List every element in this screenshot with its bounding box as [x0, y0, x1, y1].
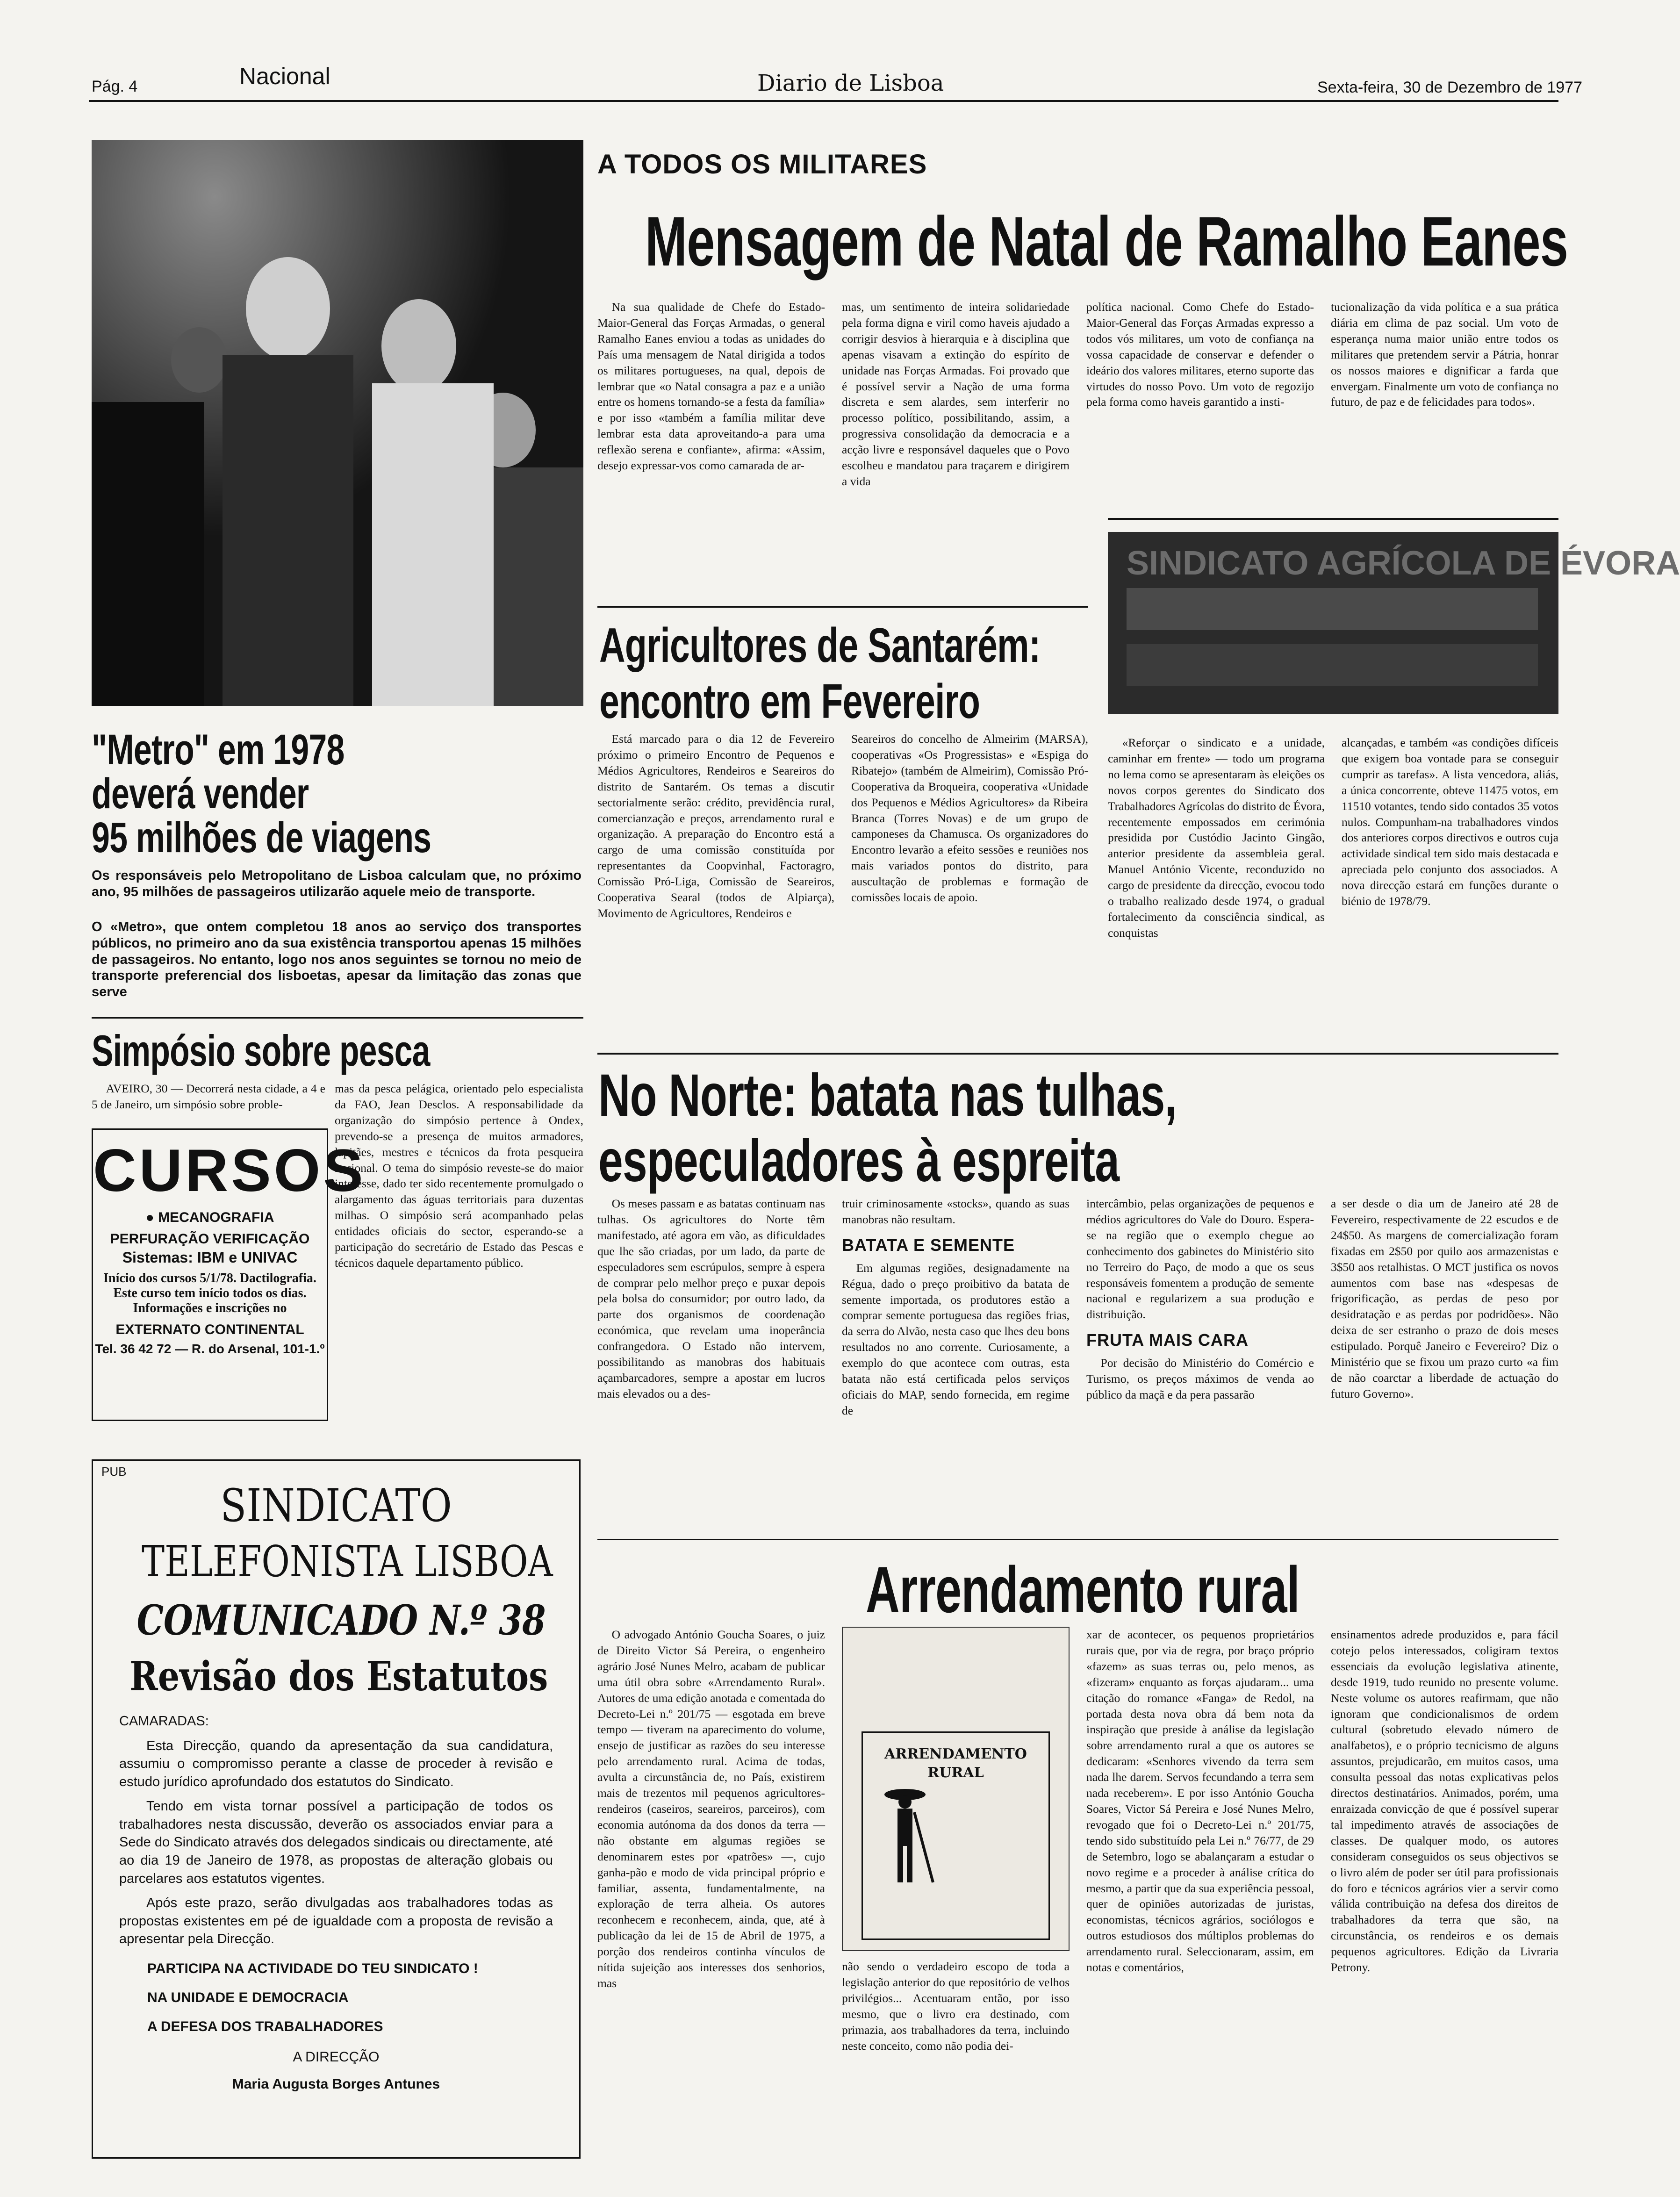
militares-text-4: tucionalização da vida política e a sua prática diária em clima de paz social. Um voto de esperança numa maior união entre todos os militares que pretendem servir a Pátria, honrar os nossos maiores e dignificar a farda que envergam. Finalmente um voto de confiança no futuro, de paz e de felicidades para todos».	[1331, 300, 1558, 409]
batata-col-2	[842, 1196, 1070, 1528]
evora-top-rule	[1108, 518, 1558, 520]
arrendamento-headline: Arrendamento rural	[866, 1553, 1300, 1626]
arrendamento-col-1	[597, 1627, 825, 2164]
militares-col-1	[597, 299, 825, 587]
sindicato-salutation: CAMARADAS:	[119, 1714, 209, 1729]
arrendamento-text-4: ensinamentos adrede produzidos e, para fácil cotejo pelos interessados, coligiram textos essenciais da evolução legislativa atinente, desde 1919, tudo reunido no presente volume. Neste volume os autores reafirmam, que não ignoram que condicionalismos de ordem cultural (sobretudo elevado número de analfabetos), e o próprio tecnicismo de alguns assuntos, prejudicarão, em muitos casos, uma consulta pessoal das notas explicativas pelos directos destinatários. Animados, porém, uma enraizada convicção de que é possível superar tal impedimento através de associações de classes. De qualquer modo, os autores consideram conseguidos os seus objectivos se o livro além de poder ser útil para profissionais do foro e técnicos agrários vier a servir como válida contribuição na defesa dos direitos de trabalhadores da terra que são, na circunstância, os rendeiros e os demais pequenos agricultores. Edição da Livraria Petrony.	[1331, 1628, 1558, 1974]
evora-col-1	[1108, 735, 1325, 1034]
batata-col-1	[597, 1196, 825, 1528]
evora-col-2	[1342, 735, 1558, 1034]
sindicato-sign-2: Maria Augusta Borges Antunes	[232, 2076, 440, 2092]
sindicato-slogan-1: PARTICIPA NA ACTIVIDADE DO TEU SINDICATO !	[147, 1960, 478, 1976]
militares-text-2: mas, um sentimento de inteira solidariedade pela forma digna e viril como haveis ajudado a corrigir desvios à hierarquia e à disciplina que apenas visavam a extinção do espírito de unidade nas Forças Armadas. Foi provado que é possível servir a Nação de uma forma discreta e sem alardes, sem interferir no processo político, possibilitando, assim, a progressiva consolidação da democracia e a acção livre e responsável daqueles que o Povo escolheu e mandatou para traçarem e dirigirem a vida	[842, 300, 1070, 488]
agricultores-text-1: Está marcado para o dia 12 de Fevereiro próximo o primeiro Encontro de Pequenos e Médios Agricultores, Rendeiros e Seareiros do distrito de Santarém. Os temas a discutir sectorialmente serão: crédito, previdência rural, comercianzação e preços, arrendamento rural e organização. A preparação do Encontro está a cargo de uma comissão constituída por representantes da Coopvinhal, Factoragro, Comissão Pró-Liga, Comissão de Seareiros, Cooperativa Searal (todos de Alpiarça), Movimento de Agricultores, Rendeiros e	[597, 732, 834, 920]
book-title: ARRENDAMENTO RURAL	[884, 1746, 1027, 1781]
sindicato-title-3: COMUNICADO N.º 38	[136, 1596, 546, 1644]
agricultores-headline-2: encontro em Fevereiro	[599, 675, 980, 729]
batata-subhead-2: FRUTA MAIS CARA	[1086, 1330, 1249, 1350]
evora-body	[1108, 735, 1558, 1034]
batata-text-4: a ser desde o dia um de Janeiro até 28 de Fevereiro, respectivamente de 22 escudos e de 24$50. As margens de comercialização foram fixadas em 2$50 por quilo aos armazenistas e 3$50 aos retalhistas. O MCT justifica os novos aumentos com base nas «despesas de frigorificação, as perdas de peso por desidratação e as perdas por podridões». Não deixa de ser estranho o prazo de dois meses estipulado. Porquê Janeiro e Fevereiro? Diz o Ministério que se fixou um prazo curto «a fim de não coarctar a liberdade de actuação do futuro Governo».	[1331, 1197, 1558, 1400]
metro-body: O «Metro», que ontem completou 18 anos ao serviço dos transportes públicos, no primeiro ano da sua existência transportou apenas 15 milhões de passageiros. No entanto, logo nos anos seguintes se tornou no meio de transporte preferencial dos lisboetas, apesar da limitação das zonas que serve	[92, 919, 582, 1000]
simposio-headline: Simpósio sobre pesca	[92, 1026, 430, 1075]
crowd-photo-graphic	[92, 140, 583, 706]
arrendamento-text-3: xar de acontecer, os pequenos proprietários rurais que, por via de regra, por braço próprio «fazem» as suas terras ou, pelo menos, as «fizeram» enquanto as forças ajudaram... uma citação do romance «Fanga» de Redol, na portada desta nova obra dá bem nota da inspiração que preside à análise da legislação sobre arrendamento rural a que os autores se dedicaram: «Senhores vivendo da terra sem nada lhe darem. Servos fecundando a terra sem nada receberem». E por isso António Goucha Soares, Victor Sá Pereira e José Nunes Melro, revogado que foi o Decreto-Lei n.º 201/75, tendo sido substituído pela Lei n.º 76/77, de 29 de Setembro, logo se abalançaram a estudar o novo regime e a proceder à análise crítica do mesmo, a partir que da sua experiência pessoal, quer de opiniões autorizadas de juristas, economistas, técnicos agrários, sociólogos e outros estudiosos dos múltiplos problemas do arrendamento rural. Seleccionaram, assim, em notas e comentários,	[1086, 1628, 1314, 1974]
evora-text-2: alcançadas, e também «as condições difíceis que exigem boa vontade para se conseguir cumprir as tarefas». A lista vencedora, aliás, a única concorrente, obteve 11475 votos, em 11510 votantes, tendo sido contados 35 votos nulos. Compunham-na trabalhadores vindos dos anteriores corpos directivos e outros cuja actividade sindical tem sido mais destacada e apreciada pelo conjunto dos associados. A nova direcção estará em funções durante o biénio de 1978/79.	[1342, 736, 1558, 908]
evora-photo-caption: SINDICATO AGRÍCOLA DE ÉVORA	[1127, 545, 1680, 582]
metro-lead: Os responsáveis pelo Metropolitano de Lisboa calculam que, no próximo ano, 95 milhões de passageiros utilizarão aquele meio de transporte.	[92, 868, 582, 899]
arrendamento-text-2: não sendo o verdadeiro escopo de toda a legislação anterior do que repositório de velhos privilégios... Acentuaram então, por isso mesmo, que o livro era destinado, com primazia, aos trabalhadores da terra, incluindo neste conceito, como não podia dei-	[842, 1960, 1070, 2053]
cursos-title: CURSOS	[93, 1137, 366, 1204]
metro-bottom-rule	[92, 1017, 583, 1019]
militares-bottom-rule	[597, 606, 1088, 608]
batata-text-3a: intercâmbio, pelas organizações de pequenos e médios agricultores do Vale do Douro. Espera-se na região que o exemplo chegue ao conhecimento dos gabinetes do Ministério sito no Terreiro do Paço, de modo a que os seus responsáveis fomentem a produção de semente nacional e regularizem a sua produção e distribuição.	[1086, 1197, 1314, 1321]
agricultores-col-2	[851, 731, 1088, 1030]
header-rule	[89, 100, 1558, 102]
militares-text-3: política nacional. Como Chefe do Estado-Maior-General das Forças Armadas expresso a todos vós militares, um voto de confiança na vossa capacidade de conservar e defender o ideário dos valores militares, eterno suporte das virtudes do nosso Povo. Um voto de regozijo pela forma como haveis garantido a insti-	[1086, 300, 1314, 409]
sindicato-p2: Tendo em vista tornar possível a participação de todos os trabalhadores nesta discussão, deverão os associados enviar para a Sede do Sindicato através dos delegados sindicais ou directamente, até ao dia 19 de Janeiro de 1978, as propostas de alteração globais ou parcelares aos estatutos vigentes.	[119, 1799, 553, 1886]
cursos-line-6: Tel. 36 42 72 — R. do Arsenal, 101-1.º	[95, 1341, 325, 1356]
metro-headline-3: 95 milhões de viagens	[92, 814, 431, 862]
militares-kicker: A TODOS OS MILITARES	[597, 149, 927, 179]
sindicato-p1: Esta Direcção, quando da apresentação da sua candidatura, assumiu o compromisso perante a classe de proceder à revisão e estudo jurídico aprofundado dos estatutos do Sindicato.	[119, 1738, 553, 1789]
cursos-line-1-text: MECANOGRAFIA	[158, 1210, 274, 1225]
simposio-col-2	[335, 1081, 583, 1441]
batata-body	[597, 1196, 1558, 1528]
book-cover	[842, 1627, 1070, 1951]
agricultores-text-2: Seareiros do concelho de Almeirim (MARSA), cooperativas «Os Progressistas» e «Espiga do Ribatejo» (também de Almeirim), Comissão Pró-Cooperativa da Broqueira, cooperativa «Unidade dos Pequenos e Médios Agricultores» da Ribeira Branca (Torres Novas) e de um grupo de camponeses da Chamusca. Os organizadores do Encontro levarão a efeito sessões e reuniões nos mais variados pontos do distrito, para auscultação de problemas e formação de comissões locais de apoio.	[851, 732, 1088, 905]
agricultores-body	[597, 731, 1088, 1030]
masthead: Diario de Lisboa	[757, 70, 944, 96]
cursos-line-4: Início dos cursos 5/1/78. Dactilografia. Este curso tem início todos os dias. Informações e inscrições no	[103, 1271, 316, 1316]
issue-date: Sexta-feira, 30 de Dezembro de 1977	[1317, 79, 1583, 96]
batata-headline-1: No Norte: batata nas tulhas,	[598, 1062, 1177, 1129]
batata-text-2b: Em algumas regiões, designadamente na Régua, dado o preço proibitivo da batata de semente importada, os produtores estão a comprar semente portuguesa das regiões frias, da serra do Alvão, nesta caso que lhes deu bons resultados no ano corrente. Curiosamente, a exemplo do que acontece com outras, esta batata não está certificada pelos serviços oficiais do MAP, sendo fornecida, em regime de	[842, 1261, 1070, 1417]
simposio-col-1	[92, 1081, 325, 1123]
cursos-line-1	[93, 1210, 327, 1226]
batata-subhead-1: BATATA E SEMENTE	[842, 1235, 1015, 1255]
militares-col-2	[842, 299, 1070, 587]
evora-text-1: «Reforçar o sindicato e a unidade, caminhar em frente» — todo um programa no lema como se apresentaram às eleições os novos corpos gerentes do Sindicato dos Trabalhadores Agrícolas do distrito de Évora, recentemente empossados em cerimónia presidida por Custódio Jacinto Gingão, anterior presidente da assembleia geral. Manuel António Vicente, reconduzido no cargo de presidente da direcção, evocou todo o trabalho realizado desde 1974, o gradual fortalecimento da consciência sindical, as conquistas	[1108, 736, 1325, 940]
page-number: Pág. 4	[92, 78, 138, 95]
batata-col-3	[1086, 1196, 1314, 1528]
crowd-photo	[92, 140, 583, 706]
sindicato-slogan-3: A DEFESA DOS TRABALHADORES	[147, 2018, 383, 2034]
cursos-line-5: EXTERNATO CONTINENTAL	[115, 1321, 304, 1337]
batata-headline-2: especuladores à espreita	[598, 1127, 1120, 1194]
arrendamento-col-2	[842, 1627, 1070, 2164]
cursos-line-3: Sistemas: IBM e UNIVAC	[122, 1249, 298, 1266]
sindicato-pub-label: PUB	[101, 1465, 127, 1479]
simposio-text-2: mas da pesca pelágica, orientado pelo especialista da FAO, Jean Desclos. A responsabilidade da organização do simpósio pertence à Ondex, prevendo-se a presença de muitos armadores, lapitães, mestres e técnicos da frota pesqueira nacional. O tema do simpósio reveste-se do maior interesse, dado ter sido recentemente promulgado o alargamento das águas territoriais para duzentas milhas. O simpósio será acompanhado pelas entidades oficiais do sector, esperando-se a participação do secretário de Estado das Pescas e técnicos daquele departamento público.	[335, 1082, 583, 1270]
militares-text-1: Na sua qualidade de Chefe do Estado-Maior-General das Forças Armadas, o general Ramalho Eanes enviou a todas as unidades do País uma mensagem de Natal dirigida a todos os militares portugueses, na qual, depois de lembrar que «o Natal consagra a paz e a união entre os homens tornando-se a festa da família» e por isso «também a família militar deve lembrar esta data aproveitando-a para uma reflexão serena e confiante», afirma: «Assim, desejo expressar-vos como camarada de ar-	[597, 300, 825, 473]
book-cover-frame	[862, 1731, 1050, 1940]
simposio-text-1: AVEIRO, 30 — Decorrerá nesta cidade, a 4 e 5 de Janeiro, um simpósio sobre proble-	[92, 1082, 325, 1111]
batata-bottom-rule	[597, 1539, 1558, 1540]
sindicato-ad	[92, 1459, 581, 2159]
section-title: Nacional	[239, 63, 330, 89]
sindicato-slogan-2: NA UNIDADE E DEMOCRACIA	[147, 1989, 349, 2005]
batata-col-4	[1331, 1196, 1558, 1528]
arrendamento-col-4	[1331, 1627, 1558, 2164]
farmer-silhouette-icon	[872, 1784, 938, 1887]
batata-top-rule	[597, 1053, 1558, 1055]
arrendamento-text-1: O advogado António Goucha Soares, o juiz de Direito Victor Sá Pereira, o engenheiro agrário José Nunes Melro, acabam de publicar uma útil obra sobre «Arrendamento Rural». Autores de uma edição anotada e comentada do Decreto-Lei n.º 201/75 — esgotada em breve tempo — tiveram na aparecimento do volume, ensejo de justificar as razões do seu interesse pelo arrendamento rural. Acima de todas, avulta a circunstância de, no País, existirem mais de trezentos mil pequenos agricultores-rendeiros (caseiros, seareiros, parceiros), com economia autónoma da dos donos da terra — não obstante em algumas regiões se denominarem estes por «patrões» —, cujo ganha-pão e modo de vida principal próprio e familiar, assenta, fundamentalmente, na exploração de terra alheia. Os autores reconhecem e reconhecem, ainda, que, até à publicação da lei de 15 de Abril de 1975, a porção dos rendeiros continha vínculos de nítida sujeição aos interesses dos senhorios, mas	[597, 1628, 825, 1990]
batata-text-3b: Por decisão do Ministério do Comércio e Turismo, os preços máximos de venda ao público da maçã e da pera passarão	[1086, 1356, 1314, 1401]
batata-text-1: Os meses passam e as batatas continuam nas tulhas. Os agricultores do Norte têm manifestado, até agora em vão, as dificuldades que lhe são criadas, por um lado, da parte de especuladores sem escrúpulos, sempre à espera de comprar pelo melhor preço e puxar depois pela bolsa do consumidor; por outro lado, da parte dos organismos de coordenação económica, que revelam uma inoperância confrangedora. O Estado não intervem, possibilitando as manobras dos habituais açambarcadores, sempre a apostar em lucros mais elevados ou a des-	[597, 1197, 825, 1400]
agricultores-col-1	[597, 731, 834, 1030]
sindicato-title-4: Revisão dos Estatutos	[129, 1653, 548, 1700]
arrendamento-col-3	[1086, 1627, 1314, 2164]
sindicato-p3: Após este prazo, serão divulgadas aos trabalhadores todas as propostas existentes em pé de igualdade com a proposta de revisão a apresentar pela Direcção.	[119, 1895, 553, 1947]
evora-photo	[1108, 532, 1680, 714]
sindicato-title-2: TELEFONISTA LISBOA	[142, 1536, 553, 1587]
cursos-ad	[92, 1128, 366, 1421]
batata-text-2a: truir criminosamente «stocks», quando as suas manobras não resultam.	[842, 1197, 1070, 1226]
metro-headline-1: "Metro" em 1978	[92, 726, 345, 774]
arrendamento-body	[597, 1627, 1558, 2164]
sindicato-sign-1: A DIRECÇÃO	[293, 2049, 380, 2065]
sindicato-title-1: SINDICATO	[220, 1479, 452, 1532]
metro-headline-2: deverá vender	[92, 770, 309, 818]
militares-headline: Mensagem de Natal de Ramalho Eanes	[645, 202, 1568, 280]
bullet-icon: ●	[145, 1210, 158, 1225]
agricultores-headline-1: Agricultores de Santarém:	[599, 618, 1041, 673]
sindicato-body	[119, 1712, 553, 2094]
cursos-line-2: PERFURAÇÃO VERIFICAÇÃO	[110, 1231, 310, 1247]
